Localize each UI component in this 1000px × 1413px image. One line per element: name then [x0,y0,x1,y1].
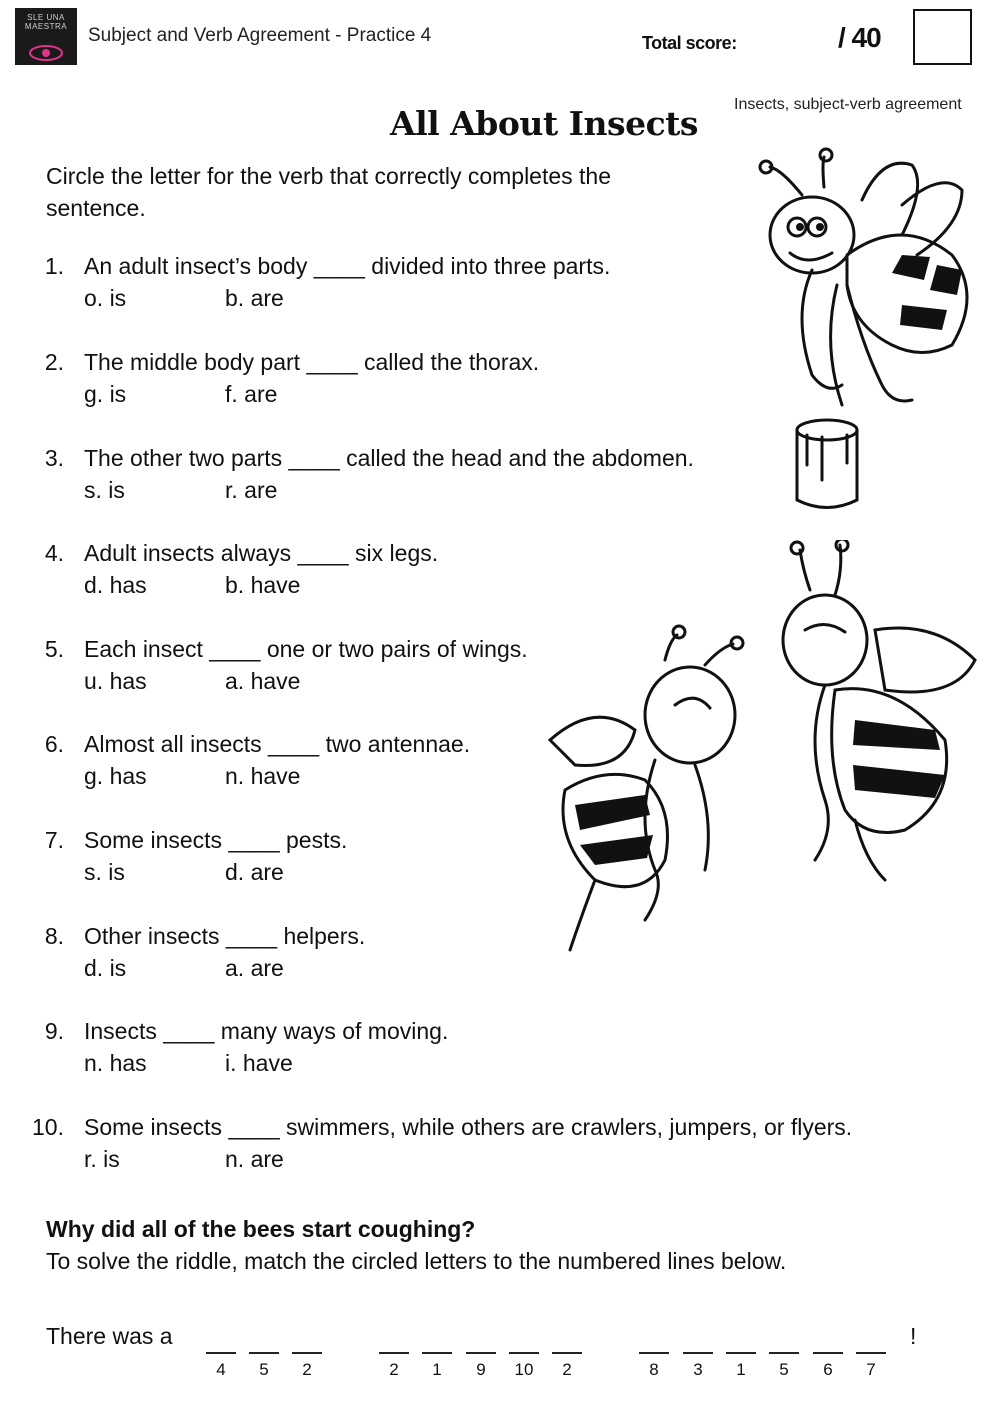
score-label: Total score: [642,33,737,53]
logo-text-line1: SLE UNA [27,13,65,22]
question-number: 7. [44,827,64,853]
question-number: 8. [44,923,64,949]
option-a[interactable]: g. has [84,763,147,789]
question-stem: Almost all insects ____ two antennae. [84,731,471,757]
bee-with-honey-pot-illustration [752,145,992,515]
slot-number: 10 [514,1360,534,1379]
slot-number: 5 [779,1360,789,1379]
question-number: 4. [44,540,64,566]
instructions: Circle the letter for the verb that correctly completes the sentence. [46,163,612,221]
question-stem: Each insect ____ one or two pairs of wings. [84,636,528,662]
question-number: 9. [44,1018,64,1044]
answer-slot[interactable] [205,1330,237,1380]
option-a[interactable]: n. has [84,1050,147,1076]
option-b[interactable]: a. have [225,668,301,694]
answer-slot[interactable] [465,1330,497,1380]
riddle-question: Why did all of the bees start coughing? [46,1216,476,1242]
slot-number: 5 [259,1360,269,1379]
logo [15,8,77,65]
option-b[interactable]: a. are [225,955,284,981]
question-stem: Other insects ____ helpers. [84,923,366,949]
coughing-bees-illustration [535,540,985,960]
question-number: 2. [44,349,64,375]
eye-icon [21,42,71,64]
answer-slot[interactable] [421,1330,453,1380]
option-a[interactable]: s. is [84,477,125,503]
answer-slot[interactable] [682,1330,714,1380]
option-b[interactable]: n. are [225,1146,284,1172]
option-a[interactable]: u. has [84,668,147,694]
option-a[interactable]: d. is [84,955,127,981]
page-title: All About Insects [390,104,698,143]
slot-number: 2 [562,1360,572,1379]
answer-slot[interactable] [378,1330,410,1380]
option-a[interactable]: s. is [84,859,125,885]
question-number: 1. [44,253,64,279]
slot-number: 8 [649,1360,659,1379]
option-b[interactable]: d. are [225,859,284,885]
question-stem: The middle body part ____ called the thorax. [84,349,540,375]
option-b[interactable]: n. have [225,763,301,789]
topic-tag: Insects, subject-verb agreement [734,96,962,113]
option-b[interactable]: i. have [225,1050,293,1076]
question-stem: Some insects ____ swimmers, while others are crawlers, jumpers, or flyers. [84,1114,853,1140]
answer-slot[interactable] [812,1330,844,1380]
slot-number: 4 [216,1360,226,1379]
question-stem: An adult insect’s body ____ divided into three parts. [84,253,611,279]
question-number: 5. [44,636,64,662]
slot-number: 9 [476,1360,486,1379]
answer-slot[interactable] [508,1330,540,1380]
question-stem: The other two parts ____ called the head and the abdomen. [84,445,694,471]
option-b[interactable]: b. have [225,572,301,598]
score-input-box[interactable] [913,9,972,65]
slot-number: 7 [866,1360,876,1379]
option-b[interactable]: r. are [225,477,278,503]
answer-slot[interactable] [551,1330,583,1380]
score-total: / 40 [838,22,881,53]
option-b[interactable]: f. are [225,381,278,407]
question-number: 3. [44,445,64,471]
option-b[interactable]: b. are [225,285,284,311]
answer-slot[interactable] [291,1330,323,1380]
answer-slot[interactable] [855,1330,887,1380]
slot-number: 1 [432,1360,442,1379]
option-a[interactable]: o. is [84,285,127,311]
question-stem: Adult insects always ____ six legs. [84,540,439,566]
question-stem: Insects ____ many ways of moving. [84,1018,449,1044]
answer-slot[interactable] [248,1330,280,1380]
slot-number: 3 [693,1360,703,1379]
slot-number: 2 [389,1360,399,1379]
option-a[interactable]: d. has [84,572,147,598]
answer-slot[interactable] [725,1330,757,1380]
option-a[interactable]: g. is [84,381,127,407]
question-stem: Some insects ____ pests. [84,827,348,853]
question-number: 10. [32,1114,64,1140]
answer-slot[interactable] [638,1330,670,1380]
answer-lead-text: There was a [46,1323,173,1349]
answer-end-mark: ! [910,1323,917,1349]
logo-text-line2: MAESTRA [24,22,68,31]
slot-number: 1 [736,1360,746,1379]
answer-slot[interactable] [768,1330,800,1380]
document-title: Subject and Verb Agreement - Practice 4 [88,25,432,46]
option-a[interactable]: r. is [84,1146,120,1172]
question-number: 6. [44,731,64,757]
riddle-instruction: To solve the riddle, match the circled letters to the numbered lines below. [46,1248,787,1274]
slot-number: 6 [823,1360,833,1379]
slot-number: 2 [302,1360,312,1379]
